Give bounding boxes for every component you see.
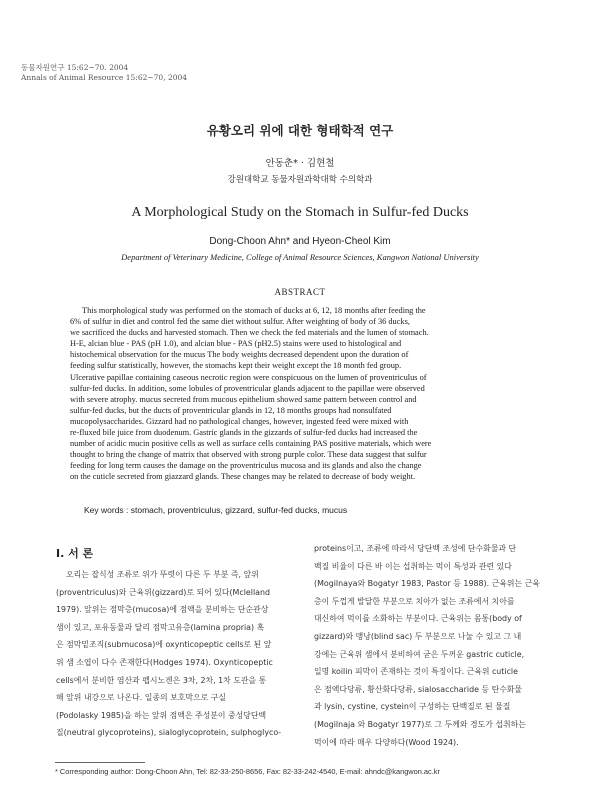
footnote-corresponding-author: * Corresponding author: Dong-Choon Ahn, Tel: 82-33-250-8656, Fax: 82-33-242-4540, E-mail: ahndc@kangwon.ac.kr bbox=[55, 767, 440, 776]
body-line: gizzard)와 맹낭(blind sac) 두 부분으로 나눌 수 있고 그 내 bbox=[314, 631, 522, 641]
paper-title-ko: 유황오리 위에 대한 형태학적 연구 bbox=[206, 123, 394, 138]
abstract-line: mucopolysaccharides. Gizzard had no pathological changes, however, ingested feed were mixed with bbox=[70, 416, 409, 426]
abstract-line: 6% of sulfur in diet and control fed the same diet without sulfur. After weighting of body of 36 ducks, bbox=[70, 317, 410, 327]
abstract-line: histochemical observation for the mucus The body weights decreased dependent upon the duration of bbox=[70, 350, 409, 360]
affiliation-en: Department of Veterinary Medicine, College of Animal Resource Sciences, Kangwon National University bbox=[121, 252, 479, 262]
journal-citation-ko: 동물자원연구 15:62~70. 2004 bbox=[21, 63, 129, 72]
abstract-line: feeding sulfur statistically, however, the stomachs kept their weight except the 18 month fed group. bbox=[70, 361, 402, 371]
abstract-line: Ulcerative papillae containing caseous necrotic region were conspicuous on the lumen of proventriculus of bbox=[70, 372, 427, 382]
body-line: 은 점액다당류, 황산화다당류, sialosaccharide 등 탄수화물 bbox=[314, 684, 523, 694]
footnote-divider bbox=[55, 762, 145, 763]
body-line: 먹이에 따라 매우 다양하다(Wood 1924). bbox=[314, 737, 459, 747]
body-line: 질(neutral glycoproteins), sialoglycoprotein, sulphoglyco- bbox=[56, 728, 282, 738]
paper-title-en: A Morphological Study on the Stomach in Sulfur-fed Ducks bbox=[131, 205, 469, 220]
abstract-line: H-E, alcian blue - PAS (pH 1.0), and alcian blue - PAS (pH2.5) stains were used to histological and bbox=[70, 339, 402, 349]
body-line: (Mogilnaya와 Bogatyr 1983, Pastor 등 1988). 근육위는 근육 bbox=[314, 579, 540, 589]
keywords: Key words : stomach, proventriculus, gizzard, sulfur-fed ducks, mucus bbox=[84, 505, 348, 515]
abstract-line: sulfur-fed ducks. In addition, some lobules of proventricular glands adjacent to the papillae were observed bbox=[70, 383, 425, 393]
body-line: cells에서 분비한 염산과 펩시노겐은 3차, 2차, 1차 도관을 통 bbox=[56, 675, 267, 685]
body-line: 과 lysin, cystine, cystein이 구성하는 단백질로 된 물질 bbox=[314, 702, 511, 712]
body-line: 대신하여 먹이를 소화하는 부분이다. 근육위는 몸통(body of bbox=[314, 614, 522, 624]
body-line: (Podolasky 1985)을 하는 앞위 점액은 주성분이 중성당단백 bbox=[56, 710, 267, 720]
abstract-line: re-fluxed bile juice from duodenum. Gastric glands in the gizzards of sulfur-fed ducks had increased the bbox=[70, 428, 418, 438]
authors-en: Dong-Choon Ahn* and Hyeon-Cheol Kim bbox=[209, 236, 391, 247]
abstract-line: feeding for long term causes the damage on the proventriculus mucosa and its glands and also the change bbox=[70, 461, 422, 471]
body-line: (Mogilnaja 와 Bogatyr 1977)로 그 두께와 경도가 섭취하는 bbox=[314, 719, 526, 729]
body-line: 은 점막밑조직(submucosa)에 oxynticopeptic cells로 된 앞 bbox=[56, 640, 272, 650]
section-heading-introduction: Ⅰ. 서 론 bbox=[56, 547, 94, 560]
authors-ko: 안동춘* · 김현철 bbox=[265, 158, 335, 169]
body-line: (proventriculus)와 근육위(gizzard)로 되어 있다(Mclelland bbox=[56, 587, 270, 597]
abstract-heading: ABSTRACT bbox=[274, 287, 326, 297]
affiliation-ko: 강원대학교 동물자원과학대학 수의학과 bbox=[227, 175, 373, 185]
journal-citation-en: Annals of Animal Resource 15:62~70, 2004 bbox=[21, 73, 188, 82]
abstract-line: thought to bring the change of matrix that observed with strong purple color. These data suggest that sulfur bbox=[70, 450, 427, 460]
abstract-line: with severe atrophy. mucus secreted from mucous epithelium showed same pattern between control and bbox=[70, 394, 417, 404]
body-line: 오리는 잡식성 조류로 위가 뚜렷이 다른 두 부분 즉, 앞위 bbox=[66, 570, 259, 579]
abstract-line: sulfur-fed ducks, but the ducts of proventricular glands in 12, 18 months groups had nonsulfated bbox=[70, 405, 392, 415]
abstract-body bbox=[70, 305, 528, 483]
body-column-right bbox=[314, 540, 551, 751]
body-line: proteins이고, 조류에 따라서 당단백 조성에 단수화물과 단 bbox=[314, 544, 517, 553]
abstract-line: This morphological study was performed on the stomach of ducks at 6, 12, 18 months after feeding the bbox=[82, 306, 426, 315]
abstract-line: on the cuticle secreted from giazzard glands. These changes may be related to decrease of body weight. bbox=[70, 472, 416, 482]
body-line: 일명 koilin 피막이 존재하는 것이 특징이다. 근육위 cuticle bbox=[314, 667, 518, 677]
body-line: 해 앞위 내강으로 나온다. 일종의 보호막으로 구실 bbox=[56, 693, 227, 703]
body-column-left bbox=[56, 566, 293, 742]
body-line: 1979). 앞위는 점막층(mucosa)에 점액을 분비하는 단순관상 bbox=[56, 605, 269, 615]
body-line: 층이 두껍게 발달한 부분으로 치아가 없는 조류에서 치아를 bbox=[314, 596, 515, 606]
body-line: 백질 비율이 다른 바 이는 섭취하는 먹이 특성과 관련 있다 bbox=[314, 561, 512, 571]
body-line: 위 샘 소엽이 다수 존재한다(Hodges 1974). Oxynticopeptic bbox=[56, 657, 273, 667]
abstract-line: we sacrificed the ducks and harvested stomach. Then we check the fed materials and the lumen of stomach. bbox=[70, 328, 429, 338]
abstract-line: number of acidic mucin positive cells as well as surface cells containing PAS positive materials, which were bbox=[70, 439, 432, 449]
body-line: 샘이 있고, 포유동물과 달리 점막고유층(lamina propria) 혹 bbox=[56, 622, 265, 632]
body-line: 강에는 근육위 샘에서 분비하여 굳은 두꺼운 gastric cuticle, bbox=[314, 649, 525, 659]
